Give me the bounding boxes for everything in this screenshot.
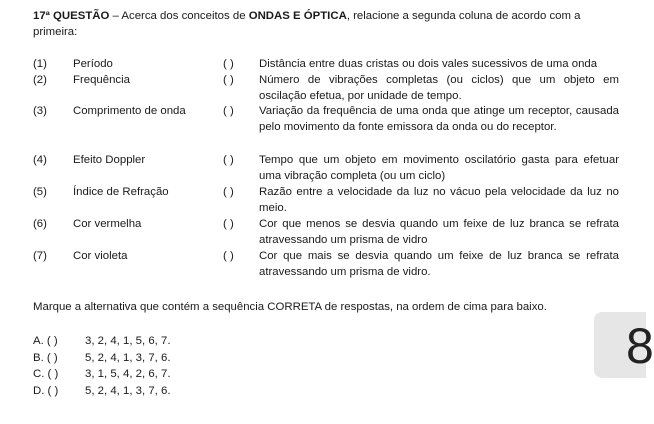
option-value: 3, 1, 5, 4, 2, 6, 7. <box>85 368 171 380</box>
row-description: Cor que menos se desvia quando um feixe de luz branca se refrata atravessando um prisma de vidro <box>259 218 619 246</box>
answer-options <box>33 333 171 399</box>
row-description: Razão entre a velocidade da luz no vácuo pela velocidade da luz no meio. <box>259 186 619 214</box>
option-value: 5, 2, 4, 1, 3, 7, 6. <box>85 384 171 397</box>
row-term: Frequência <box>73 74 130 86</box>
row-term: Índice de Refração <box>73 186 169 198</box>
row-term: Cor violeta <box>73 250 128 262</box>
row-description: Distância entre duas cristas ou dois vales sucessivos de uma onda <box>259 58 598 70</box>
row-term: Período <box>73 58 113 70</box>
row-number: (5) <box>33 186 47 198</box>
answer-blank[interactable]: ( ) <box>223 250 234 262</box>
side-page-number: 8 <box>626 318 654 374</box>
option-a[interactable] <box>33 333 171 350</box>
row-term: Comprimento de onda <box>73 105 186 117</box>
row-description: Número de vibrações completas (ou ciclos) que um objeto em oscilação efetua, por unidade de tempo. <box>259 74 619 102</box>
option-label[interactable]: A. ( ) <box>33 335 58 347</box>
row-number: (4) <box>33 154 47 166</box>
instruction-text: Marque a alternativa que contém a sequência CORRETA de respostas, na ordem de cima para baixo. <box>33 301 547 313</box>
row-number: (1) <box>33 58 47 70</box>
answer-blank[interactable]: ( ) <box>223 74 234 86</box>
matching-row <box>33 216 623 248</box>
header-topic: ONDAS E ÓPTICA <box>248 10 347 22</box>
question-number: 17ª QUESTÃO <box>33 10 110 22</box>
answer-blank[interactable]: ( ) <box>223 154 234 166</box>
option-b[interactable] <box>33 350 171 367</box>
row-term: Cor vermelha <box>73 218 142 230</box>
row-number: (6) <box>33 218 47 230</box>
matching-row <box>33 72 623 103</box>
header-intro: – Acerca dos conceitos de <box>109 10 249 22</box>
question-header <box>33 8 619 40</box>
matching-table <box>33 56 623 280</box>
matching-row <box>33 103 623 152</box>
option-c[interactable] <box>33 366 171 383</box>
matching-row <box>33 56 623 72</box>
option-value: 5, 2, 4, 1, 3, 7, 6. <box>85 351 171 364</box>
option-label[interactable]: D. ( ) <box>33 384 59 397</box>
matching-row <box>33 248 623 280</box>
row-term: Efeito Doppler <box>73 154 146 166</box>
option-label[interactable]: C. ( ) <box>33 368 59 380</box>
row-description: Tempo que um objeto em movimento oscilatório gasta para efetuar uma vibração completa (ou um ciclo) <box>259 154 619 182</box>
row-number: (2) <box>33 74 47 86</box>
answer-blank[interactable]: ( ) <box>223 58 234 70</box>
matching-row <box>33 184 623 216</box>
matching-row <box>33 152 623 184</box>
option-d[interactable] <box>33 383 171 400</box>
answer-blank[interactable]: ( ) <box>223 105 234 117</box>
answer-blank[interactable]: ( ) <box>223 186 234 198</box>
row-number: (3) <box>33 105 47 117</box>
row-description: Variação da frequência de uma onda que atinge um receptor, causada pelo movimento da fonte emissora da onda ou do receptor. <box>259 105 619 133</box>
option-label[interactable]: B. ( ) <box>33 351 58 364</box>
option-value: 3, 2, 4, 1, 5, 6, 7. <box>85 335 171 347</box>
row-number: (7) <box>33 250 47 262</box>
header-rest: , relacione a segunda coluna de acordo com a primeira: <box>33 10 581 38</box>
answer-blank[interactable]: ( ) <box>223 218 234 230</box>
row-description: Cor que mais se desvia quando um feixe de luz branca se refrata atravessando um prisma de vidro. <box>259 250 619 278</box>
